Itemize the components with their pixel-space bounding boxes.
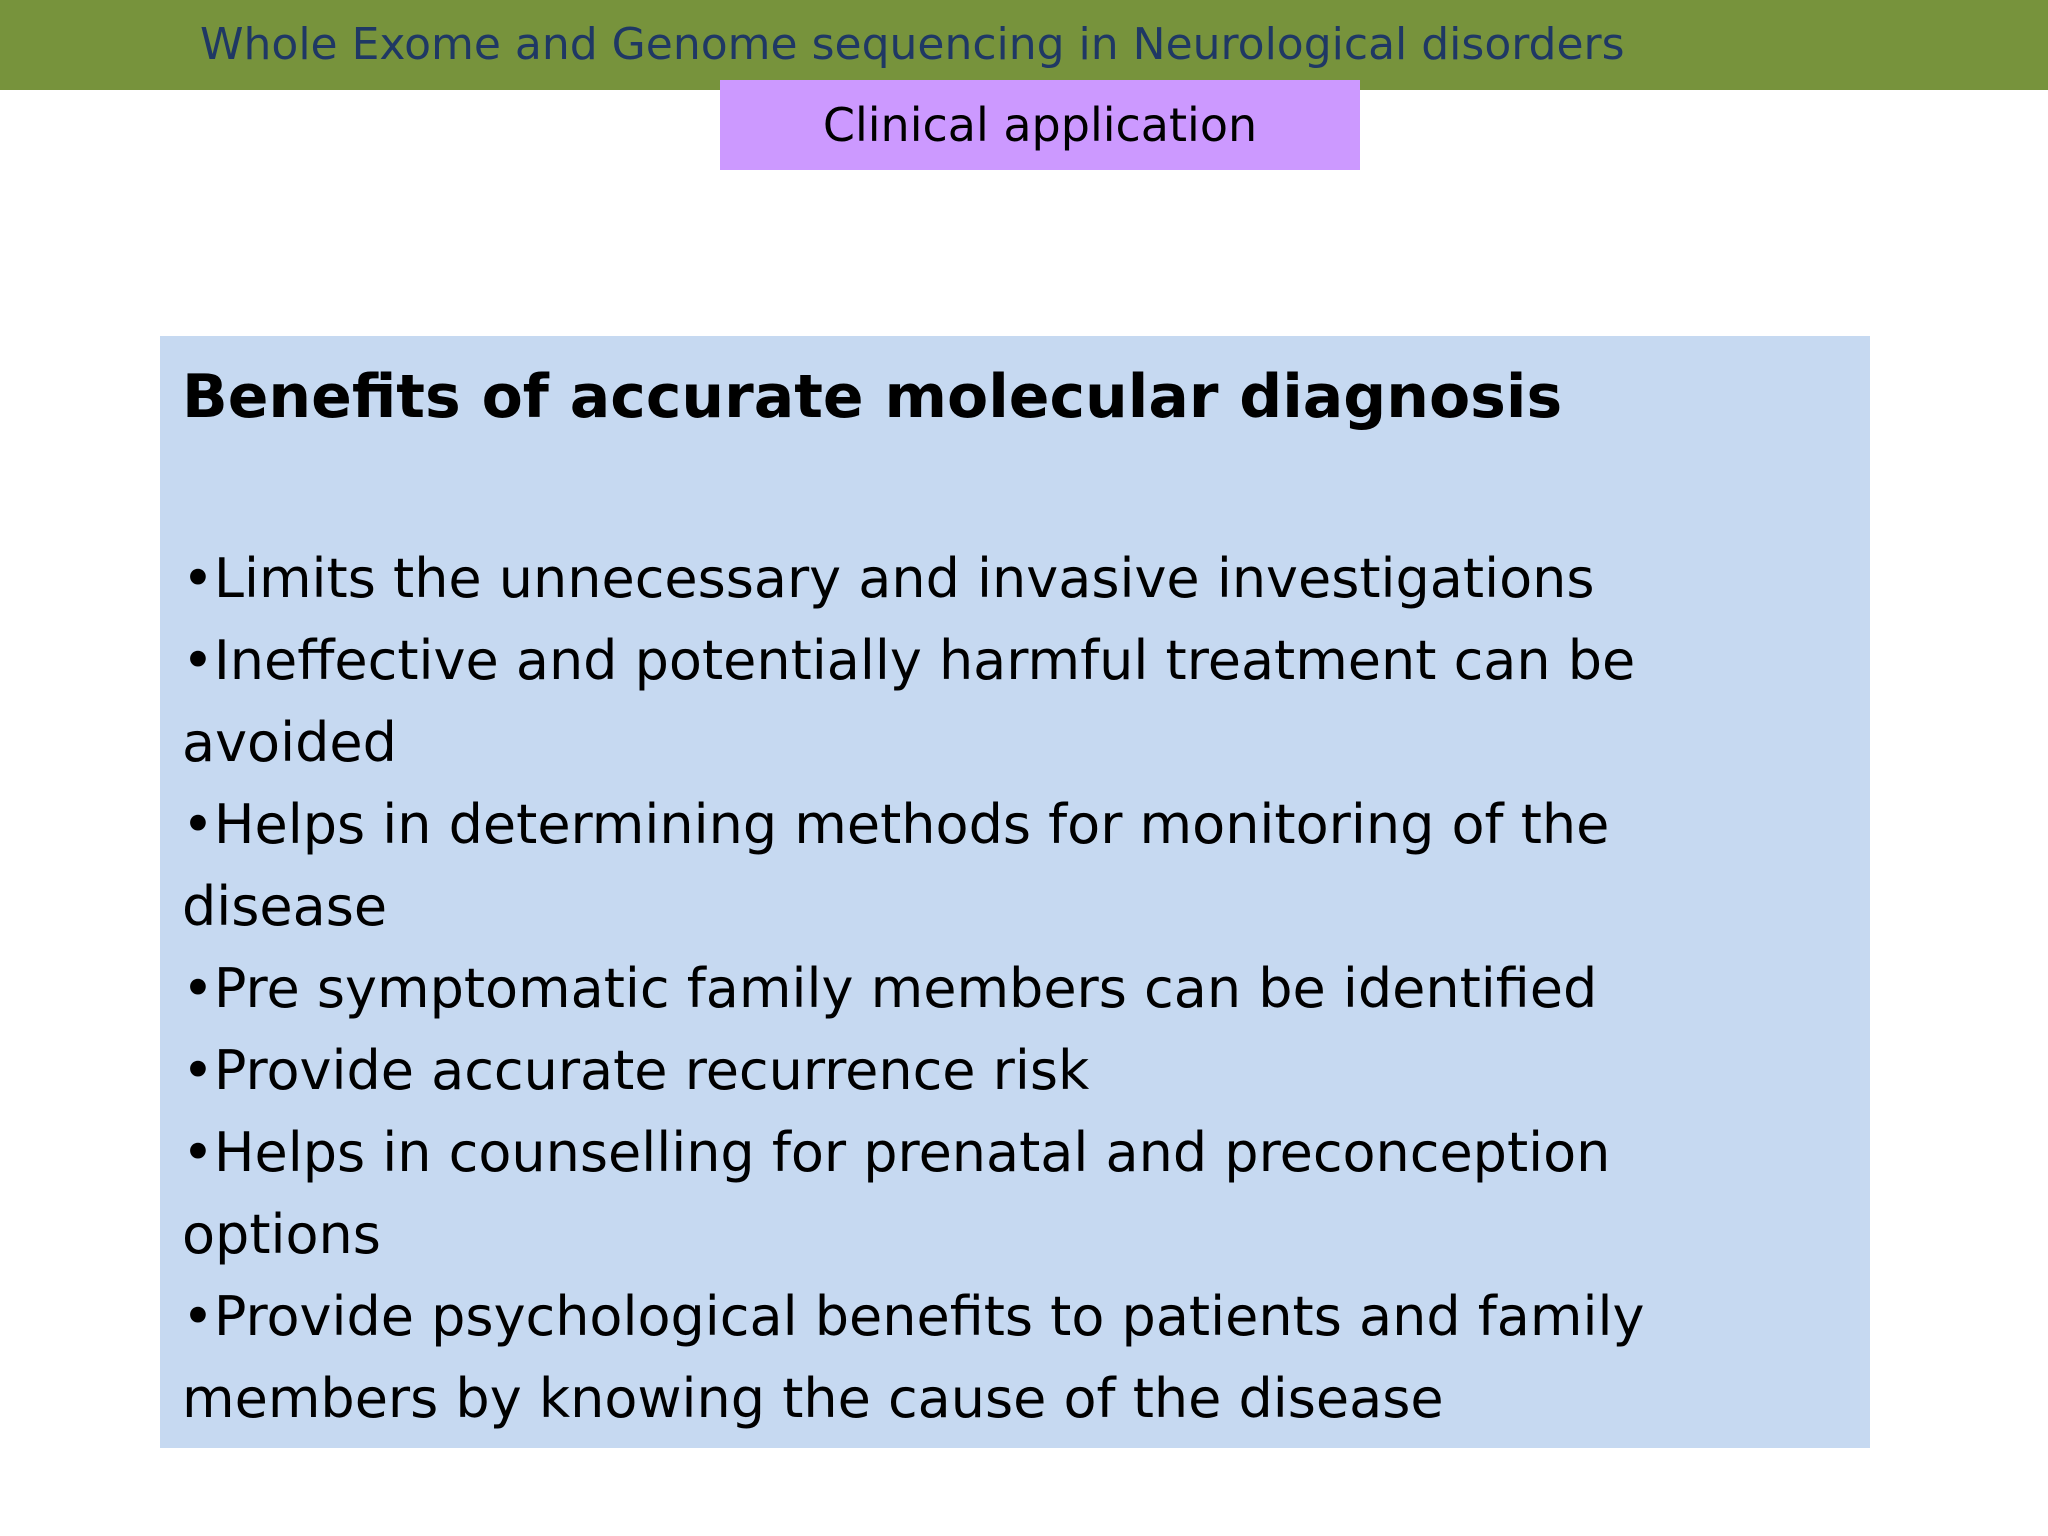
- list-item: [182, 784, 1762, 948]
- slide-subtitle: Clinical application: [822, 98, 1258, 152]
- list-item: [182, 538, 1762, 620]
- list-item-text: Ineffective and potentially harmful treatment can be avoided: [182, 629, 1636, 774]
- list-item-text: Provide accurate recurrence risk: [213, 1039, 1090, 1102]
- bullet-icon: •: [182, 793, 214, 856]
- list-item: [182, 1112, 1762, 1276]
- subtitle-box: [720, 80, 1360, 170]
- list-item-text: Helps in determining methods for monitoring of the disease: [182, 793, 1610, 938]
- bullet-icon: •: [182, 629, 214, 692]
- list-item-text: Pre symptomatic family members can be identified: [213, 957, 1598, 1020]
- bullet-icon: •: [182, 1121, 214, 1184]
- benefits-list: [182, 538, 1762, 1440]
- bullet-icon: •: [182, 1039, 214, 1102]
- list-item: [182, 620, 1762, 784]
- list-item: [182, 1276, 1762, 1440]
- list-item-text: Provide psychological benefits to patients and family members by knowing the cause of the disease: [182, 1285, 1645, 1430]
- list-item-text: Helps in counselling for prenatal and preconception options: [182, 1121, 1611, 1266]
- bullet-icon: •: [182, 1285, 214, 1348]
- top-banner: [0, 0, 2048, 90]
- list-item: [182, 1030, 1762, 1112]
- bullet-icon: •: [182, 957, 214, 1020]
- bullet-icon: •: [182, 547, 214, 610]
- slide-title: Whole Exome and Genome sequencing in Neurological disorders: [200, 19, 1625, 70]
- content-box: [160, 336, 1870, 1448]
- list-item: [182, 948, 1762, 1030]
- list-item-text: Limits the unnecessary and invasive investigations: [213, 547, 1595, 610]
- content-heading: Benefits of accurate molecular diagnosis: [182, 362, 1563, 432]
